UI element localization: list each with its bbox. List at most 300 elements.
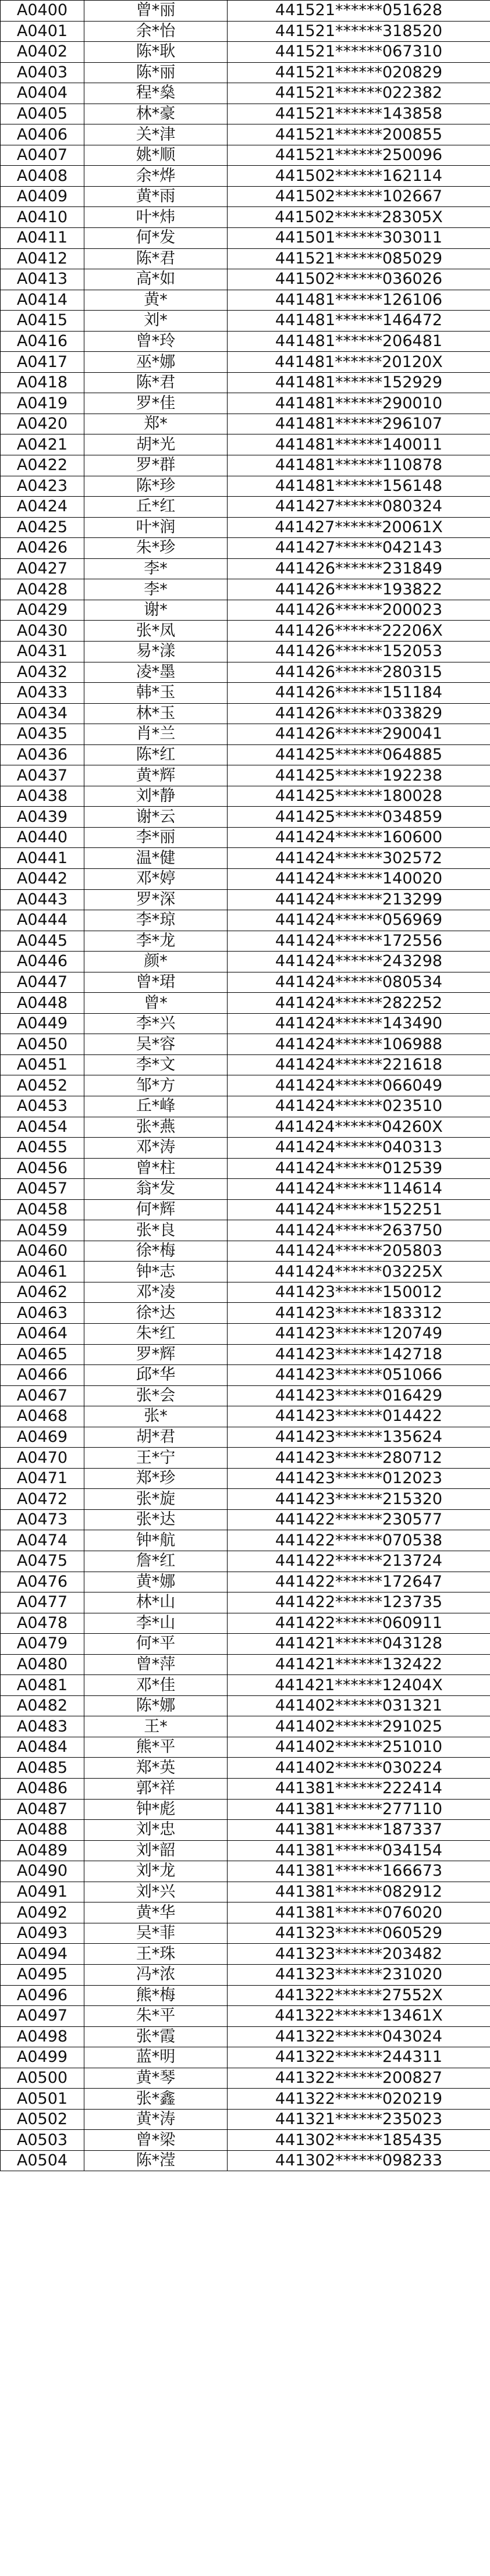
table-row xyxy=(1,1675,490,1696)
row-idcard-cell: 441424******221618 xyxy=(228,1054,490,1075)
row-id-cell: A0462 xyxy=(1,1282,84,1303)
row-name-cell: 张*达 xyxy=(84,1509,228,1530)
row-idcard-cell: 441421******043128 xyxy=(228,1634,490,1655)
row-id-cell: A0463 xyxy=(1,1303,84,1324)
table-row xyxy=(1,1634,490,1655)
table-row xyxy=(1,1468,490,1489)
row-idcard-cell: 441424******205803 xyxy=(228,1241,490,1262)
row-id-cell: A0441 xyxy=(1,848,84,869)
row-idcard-cell: 441426******280315 xyxy=(228,662,490,683)
row-name-cell: 张*燕 xyxy=(84,1117,228,1138)
table-row xyxy=(1,517,490,538)
table-row xyxy=(1,2150,490,2171)
row-id-cell: A0461 xyxy=(1,1262,84,1282)
row-name-cell: 肖*兰 xyxy=(84,724,228,745)
row-id-cell: A0465 xyxy=(1,1344,84,1365)
table-row xyxy=(1,1220,490,1241)
row-id-cell: A0440 xyxy=(1,827,84,848)
table-row xyxy=(1,2130,490,2151)
row-id-cell: A0446 xyxy=(1,952,84,972)
table-row xyxy=(1,228,490,249)
row-name-cell: 张*霞 xyxy=(84,2026,228,2047)
row-id-cell: A0472 xyxy=(1,1489,84,1510)
row-id-cell: A0471 xyxy=(1,1468,84,1489)
row-id-cell: A0423 xyxy=(1,476,84,497)
row-id-cell: A0408 xyxy=(1,166,84,187)
row-idcard-cell: 441427******20061X xyxy=(228,517,490,538)
row-idcard-cell: 441424******03225X xyxy=(228,1262,490,1282)
row-name-cell: 程*燊 xyxy=(84,83,228,104)
table-row xyxy=(1,1985,490,2006)
row-idcard-cell: 441423******142718 xyxy=(228,1344,490,1365)
row-id-cell: A0420 xyxy=(1,414,84,434)
table-row xyxy=(1,786,490,807)
row-id-cell: A0413 xyxy=(1,269,84,290)
row-name-cell: 谢*云 xyxy=(84,807,228,828)
table-row xyxy=(1,1509,490,1530)
row-id-cell: A0410 xyxy=(1,207,84,228)
row-id-cell: A0407 xyxy=(1,145,84,166)
table-row xyxy=(1,724,490,745)
row-idcard-cell: 441481******140011 xyxy=(228,434,490,455)
row-id-cell: A0430 xyxy=(1,621,84,642)
table-row xyxy=(1,248,490,269)
row-name-cell: 陈*娜 xyxy=(84,1695,228,1716)
row-name-cell: 翁*发 xyxy=(84,1179,228,1200)
table-row xyxy=(1,1654,490,1675)
row-name-cell: 陈*红 xyxy=(84,744,228,765)
table-row xyxy=(1,1758,490,1779)
table-row xyxy=(1,1716,490,1737)
table-row xyxy=(1,290,490,311)
row-name-cell: 凌*墨 xyxy=(84,662,228,683)
row-id-cell: A0470 xyxy=(1,1448,84,1469)
row-idcard-cell: 441322******043024 xyxy=(228,2026,490,2047)
row-id-cell: A0473 xyxy=(1,1509,84,1530)
row-idcard-cell: 441424******302572 xyxy=(228,848,490,869)
row-name-cell: 易*漾 xyxy=(84,641,228,662)
row-id-cell: A0414 xyxy=(1,290,84,311)
row-id-cell: A0449 xyxy=(1,1013,84,1034)
row-id-cell: A0481 xyxy=(1,1675,84,1696)
row-id-cell: A0498 xyxy=(1,2026,84,2047)
row-idcard-cell: 441481******110878 xyxy=(228,455,490,476)
row-id-cell: A0429 xyxy=(1,600,84,621)
table-row xyxy=(1,1282,490,1303)
table-row xyxy=(1,1448,490,1469)
row-name-cell: 罗*辉 xyxy=(84,1344,228,1365)
row-name-cell: 王* xyxy=(84,1716,228,1737)
row-id-cell: A0445 xyxy=(1,931,84,952)
table-row xyxy=(1,207,490,228)
row-id-cell: A0482 xyxy=(1,1695,84,1716)
row-idcard-cell: 441424******04260X xyxy=(228,1117,490,1138)
row-idcard-cell: 441502******28305X xyxy=(228,207,490,228)
row-id-cell: A0458 xyxy=(1,1199,84,1220)
row-idcard-cell: 441424******106988 xyxy=(228,1034,490,1055)
row-id-cell: A0460 xyxy=(1,1241,84,1262)
table-row xyxy=(1,186,490,207)
row-id-cell: A0485 xyxy=(1,1758,84,1779)
row-name-cell: 余*烨 xyxy=(84,166,228,187)
row-idcard-cell: 441422******230577 xyxy=(228,1509,490,1530)
row-id-cell: A0503 xyxy=(1,2130,84,2151)
row-idcard-cell: 441322******244311 xyxy=(228,2047,490,2068)
row-name-cell: 吴*菲 xyxy=(84,1923,228,1944)
table-row xyxy=(1,1551,490,1572)
row-idcard-cell: 441423******012023 xyxy=(228,1468,490,1489)
row-idcard-cell: 441426******231849 xyxy=(228,558,490,579)
row-id-cell: A0426 xyxy=(1,538,84,559)
row-name-cell: 张*会 xyxy=(84,1385,228,1406)
table-row xyxy=(1,497,490,518)
row-id-cell: A0467 xyxy=(1,1385,84,1406)
row-name-cell: 李*丽 xyxy=(84,827,228,848)
table-row xyxy=(1,2109,490,2130)
row-id-cell: A0452 xyxy=(1,1075,84,1096)
row-id-cell: A0417 xyxy=(1,352,84,373)
row-name-cell: 吴*容 xyxy=(84,1034,228,1055)
row-id-cell: A0501 xyxy=(1,2089,84,2110)
row-name-cell: 曾*梁 xyxy=(84,2130,228,2151)
row-idcard-cell: 441424******012539 xyxy=(228,1158,490,1179)
row-name-cell: 黄*辉 xyxy=(84,765,228,786)
row-name-cell: 邹*方 xyxy=(84,1075,228,1096)
row-id-cell: A0439 xyxy=(1,807,84,828)
row-name-cell: 陈*珍 xyxy=(84,476,228,497)
row-id-cell: A0448 xyxy=(1,993,84,1014)
table-row xyxy=(1,641,490,662)
row-idcard-cell: 441424******172556 xyxy=(228,931,490,952)
row-name-cell: 张*凤 xyxy=(84,621,228,642)
table-row xyxy=(1,1054,490,1075)
row-id-cell: A0468 xyxy=(1,1406,84,1427)
row-name-cell: 何*平 xyxy=(84,1634,228,1655)
row-name-cell: 钟*彪 xyxy=(84,1799,228,1820)
row-idcard-cell: 441381******222414 xyxy=(228,1779,490,1800)
row-id-cell: A0497 xyxy=(1,2006,84,2027)
table-row xyxy=(1,393,490,414)
row-id-cell: A0434 xyxy=(1,703,84,724)
row-name-cell: 冯*浓 xyxy=(84,1964,228,1985)
table-row xyxy=(1,703,490,724)
row-id-cell: A0500 xyxy=(1,2068,84,2089)
row-id-cell: A0469 xyxy=(1,1427,84,1448)
row-id-cell: A0416 xyxy=(1,331,84,352)
row-idcard-cell: 441501******303011 xyxy=(228,228,490,249)
row-idcard-cell: 441422******123735 xyxy=(228,1592,490,1613)
row-idcard-cell: 441481******126106 xyxy=(228,290,490,311)
row-name-cell: 高*如 xyxy=(84,269,228,290)
table-row xyxy=(1,2026,490,2047)
table-row xyxy=(1,42,490,63)
row-id-cell: A0418 xyxy=(1,372,84,393)
row-name-cell: 朱*红 xyxy=(84,1324,228,1345)
table-row xyxy=(1,1344,490,1365)
table-row xyxy=(1,1613,490,1634)
row-name-cell: 陈*君 xyxy=(84,372,228,393)
row-name-cell: 张*良 xyxy=(84,1220,228,1241)
row-name-cell: 李*龙 xyxy=(84,931,228,952)
row-id-cell: A0400 xyxy=(1,1,84,22)
row-id-cell: A0402 xyxy=(1,42,84,63)
table-row xyxy=(1,1695,490,1716)
row-idcard-cell: 441381******076020 xyxy=(228,1902,490,1923)
row-id-cell: A0464 xyxy=(1,1324,84,1345)
row-idcard-cell: 441422******060911 xyxy=(228,1613,490,1634)
row-name-cell: 胡*光 xyxy=(84,434,228,455)
row-idcard-cell: 441402******031321 xyxy=(228,1695,490,1716)
table-row xyxy=(1,145,490,166)
row-name-cell: 熊*梅 xyxy=(84,1985,228,2006)
table-row xyxy=(1,331,490,352)
row-name-cell: 李*兴 xyxy=(84,1013,228,1034)
row-idcard-cell: 441381******277110 xyxy=(228,1799,490,1820)
row-idcard-cell: 441481******156148 xyxy=(228,476,490,497)
row-name-cell: 林*山 xyxy=(84,1592,228,1613)
row-id-cell: A0453 xyxy=(1,1096,84,1117)
row-idcard-cell: 441424******243298 xyxy=(228,952,490,972)
row-id-cell: A0428 xyxy=(1,579,84,600)
row-name-cell: 黄*华 xyxy=(84,1902,228,1923)
row-id-cell: A0495 xyxy=(1,1964,84,1985)
row-id-cell: A0422 xyxy=(1,455,84,476)
table-row xyxy=(1,744,490,765)
table-row xyxy=(1,931,490,952)
row-id-cell: A0486 xyxy=(1,1779,84,1800)
table-row xyxy=(1,1365,490,1386)
row-id-cell: A0409 xyxy=(1,186,84,207)
row-idcard-cell: 441425******180028 xyxy=(228,786,490,807)
table-row xyxy=(1,993,490,1014)
row-idcard-cell: 441321******235023 xyxy=(228,2109,490,2130)
row-id-cell: A0489 xyxy=(1,1840,84,1861)
table-row xyxy=(1,1592,490,1613)
row-idcard-cell: 441424******263750 xyxy=(228,1220,490,1241)
row-name-cell: 王*宁 xyxy=(84,1448,228,1469)
row-idcard-cell: 441481******296107 xyxy=(228,414,490,434)
row-name-cell: 邓*婷 xyxy=(84,868,228,889)
row-idcard-cell: 441481******152929 xyxy=(228,372,490,393)
row-id-cell: A0419 xyxy=(1,393,84,414)
table-row xyxy=(1,414,490,434)
row-name-cell: 朱*珍 xyxy=(84,538,228,559)
table-row xyxy=(1,372,490,393)
row-idcard-cell: 441422******070538 xyxy=(228,1530,490,1551)
table-row xyxy=(1,1923,490,1944)
row-idcard-cell: 441424******056969 xyxy=(228,910,490,931)
row-id-cell: A0476 xyxy=(1,1572,84,1592)
row-idcard-cell: 441521******250096 xyxy=(228,145,490,166)
table-row xyxy=(1,1861,490,1882)
row-idcard-cell: 441381******187337 xyxy=(228,1820,490,1841)
row-name-cell: 徐*梅 xyxy=(84,1241,228,1262)
table-row xyxy=(1,807,490,828)
row-name-cell: 曾* xyxy=(84,993,228,1014)
row-name-cell: 李*琼 xyxy=(84,910,228,931)
table-row xyxy=(1,1427,490,1448)
row-id-cell: A0494 xyxy=(1,1944,84,1965)
row-name-cell: 曾*柱 xyxy=(84,1158,228,1179)
row-name-cell: 陈*耿 xyxy=(84,42,228,63)
row-idcard-cell: 441302******098233 xyxy=(228,2150,490,2171)
row-name-cell: 罗*深 xyxy=(84,889,228,910)
row-idcard-cell: 441521******143858 xyxy=(228,104,490,124)
table-row xyxy=(1,104,490,124)
table-row xyxy=(1,476,490,497)
row-name-cell: 曾*珺 xyxy=(84,972,228,993)
row-id-cell: A0466 xyxy=(1,1365,84,1386)
row-id-cell: A0488 xyxy=(1,1820,84,1841)
row-idcard-cell: 441502******036026 xyxy=(228,269,490,290)
row-idcard-cell: 441323******231020 xyxy=(228,1964,490,1985)
table-row xyxy=(1,765,490,786)
table-row xyxy=(1,538,490,559)
row-name-cell: 黄*娜 xyxy=(84,1572,228,1592)
row-idcard-cell: 441426******200023 xyxy=(228,600,490,621)
row-idcard-cell: 441481******290010 xyxy=(228,393,490,414)
row-id-cell: A0406 xyxy=(1,124,84,145)
row-name-cell: 姚*顺 xyxy=(84,145,228,166)
row-idcard-cell: 441424******160600 xyxy=(228,827,490,848)
row-idcard-cell: 441423******215320 xyxy=(228,1489,490,1510)
row-name-cell: 黄* xyxy=(84,290,228,311)
row-name-cell: 黄*涛 xyxy=(84,2109,228,2130)
table-row xyxy=(1,62,490,83)
table-row xyxy=(1,1075,490,1096)
row-name-cell: 曾*萍 xyxy=(84,1654,228,1675)
row-id-cell: A0492 xyxy=(1,1902,84,1923)
row-name-cell: 丘*红 xyxy=(84,497,228,518)
row-idcard-cell: 441423******135624 xyxy=(228,1427,490,1448)
table-row xyxy=(1,1820,490,1841)
table-row xyxy=(1,1179,490,1200)
row-name-cell: 郑*珍 xyxy=(84,1468,228,1489)
table-row xyxy=(1,1199,490,1220)
row-name-cell: 邓*佳 xyxy=(84,1675,228,1696)
row-idcard-cell: 441402******291025 xyxy=(228,1716,490,1737)
row-id-cell: A0442 xyxy=(1,868,84,889)
row-name-cell: 徐*达 xyxy=(84,1303,228,1324)
row-id-cell: A0435 xyxy=(1,724,84,745)
row-id-cell: A0454 xyxy=(1,1117,84,1138)
row-name-cell: 林*玉 xyxy=(84,703,228,724)
row-id-cell: A0502 xyxy=(1,2109,84,2130)
row-idcard-cell: 441423******016429 xyxy=(228,1385,490,1406)
row-idcard-cell: 441481******206481 xyxy=(228,331,490,352)
row-id-cell: A0425 xyxy=(1,517,84,538)
table-row xyxy=(1,1303,490,1324)
row-idcard-cell: 441381******166673 xyxy=(228,1861,490,1882)
row-idcard-cell: 441481******20120X xyxy=(228,352,490,373)
row-idcard-cell: 441425******034859 xyxy=(228,807,490,828)
row-name-cell: 郑*英 xyxy=(84,1758,228,1779)
table-row xyxy=(1,124,490,145)
row-name-cell: 罗*群 xyxy=(84,455,228,476)
table-row xyxy=(1,1489,490,1510)
row-name-cell: 李* xyxy=(84,558,228,579)
row-name-cell: 张*旋 xyxy=(84,1489,228,1510)
table-row xyxy=(1,1262,490,1282)
row-name-cell: 曾*玲 xyxy=(84,331,228,352)
row-id-cell: A0487 xyxy=(1,1799,84,1820)
row-idcard-cell: 441424******040313 xyxy=(228,1138,490,1159)
row-name-cell: 黄*琴 xyxy=(84,2068,228,2089)
table-row xyxy=(1,166,490,187)
row-id-cell: A0443 xyxy=(1,889,84,910)
row-id-cell: A0455 xyxy=(1,1138,84,1159)
row-name-cell: 蓝*明 xyxy=(84,2047,228,2068)
row-id-cell: A0432 xyxy=(1,662,84,683)
row-id-cell: A0415 xyxy=(1,311,84,332)
row-name-cell: 叶*润 xyxy=(84,517,228,538)
table-row xyxy=(1,2068,490,2089)
row-id-cell: A0424 xyxy=(1,497,84,518)
row-name-cell: 颜* xyxy=(84,952,228,972)
row-name-cell: 丘*峰 xyxy=(84,1096,228,1117)
row-id-cell: A0478 xyxy=(1,1613,84,1634)
row-idcard-cell: 441424******023510 xyxy=(228,1096,490,1117)
row-name-cell: 熊*平 xyxy=(84,1737,228,1758)
row-idcard-cell: 441521******051628 xyxy=(228,1,490,22)
row-idcard-cell: 441521******200855 xyxy=(228,124,490,145)
row-idcard-cell: 441322******27552X xyxy=(228,1985,490,2006)
row-idcard-cell: 441381******034154 xyxy=(228,1840,490,1861)
row-idcard-cell: 441424******282252 xyxy=(228,993,490,1014)
row-name-cell: 何*发 xyxy=(84,228,228,249)
row-name-cell: 张* xyxy=(84,1406,228,1427)
row-idcard-cell: 441302******185435 xyxy=(228,2130,490,2151)
table-row xyxy=(1,827,490,848)
row-idcard-cell: 441402******251010 xyxy=(228,1737,490,1758)
row-idcard-cell: 441521******318520 xyxy=(228,21,490,42)
row-idcard-cell: 441424******152251 xyxy=(228,1199,490,1220)
table-row xyxy=(1,889,490,910)
row-name-cell: 黄*雨 xyxy=(84,186,228,207)
row-idcard-cell: 441424******066049 xyxy=(228,1075,490,1096)
table-row xyxy=(1,848,490,869)
row-idcard-cell: 441521******020829 xyxy=(228,62,490,83)
row-name-cell: 韩*玉 xyxy=(84,683,228,704)
row-name-cell: 罗*佳 xyxy=(84,393,228,414)
row-idcard-cell: 441426******22206X xyxy=(228,621,490,642)
row-name-cell: 王*珠 xyxy=(84,1944,228,1965)
row-id-cell: A0456 xyxy=(1,1158,84,1179)
row-idcard-cell: 441424******140020 xyxy=(228,868,490,889)
row-name-cell: 巫*娜 xyxy=(84,352,228,373)
row-idcard-cell: 441502******162114 xyxy=(228,166,490,187)
row-idcard-cell: 441425******192238 xyxy=(228,765,490,786)
row-idcard-cell: 441426******151184 xyxy=(228,683,490,704)
row-idcard-cell: 441421******12404X xyxy=(228,1675,490,1696)
row-idcard-cell: 441423******280712 xyxy=(228,1448,490,1469)
row-id-cell: A0401 xyxy=(1,21,84,42)
table-row xyxy=(1,1117,490,1138)
row-idcard-cell: 441427******042143 xyxy=(228,538,490,559)
table-row xyxy=(1,662,490,683)
row-idcard-cell: 441426******193822 xyxy=(228,579,490,600)
table-row xyxy=(1,1,490,22)
row-id-cell: A0404 xyxy=(1,83,84,104)
table-row xyxy=(1,621,490,642)
row-idcard-cell: 441423******150012 xyxy=(228,1282,490,1303)
table-row xyxy=(1,1324,490,1345)
row-id-cell: A0447 xyxy=(1,972,84,993)
row-id-cell: A0496 xyxy=(1,1985,84,2006)
row-id-cell: A0459 xyxy=(1,1220,84,1241)
row-name-cell: 邱*华 xyxy=(84,1365,228,1386)
table-row xyxy=(1,455,490,476)
